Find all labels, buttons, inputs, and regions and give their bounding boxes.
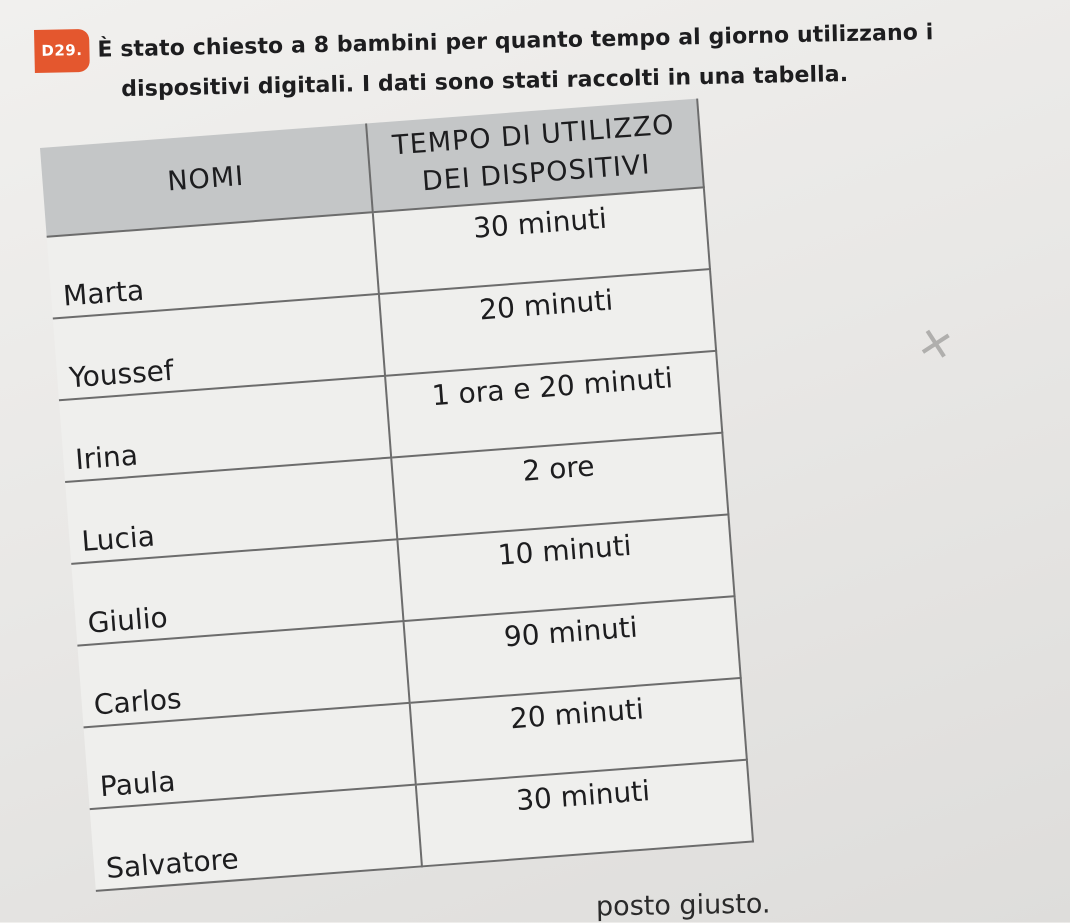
footer-text: posto giusto.: [595, 888, 771, 923]
problem-line-2: dispositivi digitali. I dati sono stati raccolti in una tabella.: [121, 61, 849, 103]
problem-number-badge: D29.: [34, 29, 90, 73]
name-cell: Paula: [84, 703, 416, 809]
name-cell: Lucia: [65, 458, 397, 564]
name-cell: Marta: [47, 212, 379, 318]
header-time-line-2: DEI DISPOSITIVI: [421, 149, 652, 198]
pencil-cross-mark: ✕: [913, 316, 958, 373]
usage-table: [40, 99, 754, 892]
time-cell: 30 minuti: [416, 760, 753, 867]
time-cell: 10 minuti: [397, 514, 734, 621]
problem-text-line-1: È stato chiesto a 8 bambini per quanto tempo al giorno utilizzano i: [97, 20, 934, 63]
usage-table-container: [40, 99, 754, 892]
time-cell: 30 minuti: [373, 187, 710, 294]
name-cell: Youssef: [53, 294, 385, 400]
time-cell: 90 minuti: [403, 596, 740, 703]
header-names: NOMI: [40, 123, 373, 236]
time-cell: 1 ora e 20 minuti: [385, 351, 722, 458]
name-cell: Salvatore: [90, 785, 422, 891]
name-cell: Irina: [59, 376, 391, 482]
time-cell: 20 minuti: [379, 269, 716, 376]
header-time-line-1: TEMPO DI UTILIZZO: [391, 109, 676, 162]
problem-statement: [34, 9, 1025, 111]
name-cell: Giulio: [71, 539, 403, 645]
time-cell: 2 ore: [391, 433, 728, 540]
time-cell: 20 minuti: [410, 678, 747, 785]
name-cell: Carlos: [77, 621, 409, 727]
